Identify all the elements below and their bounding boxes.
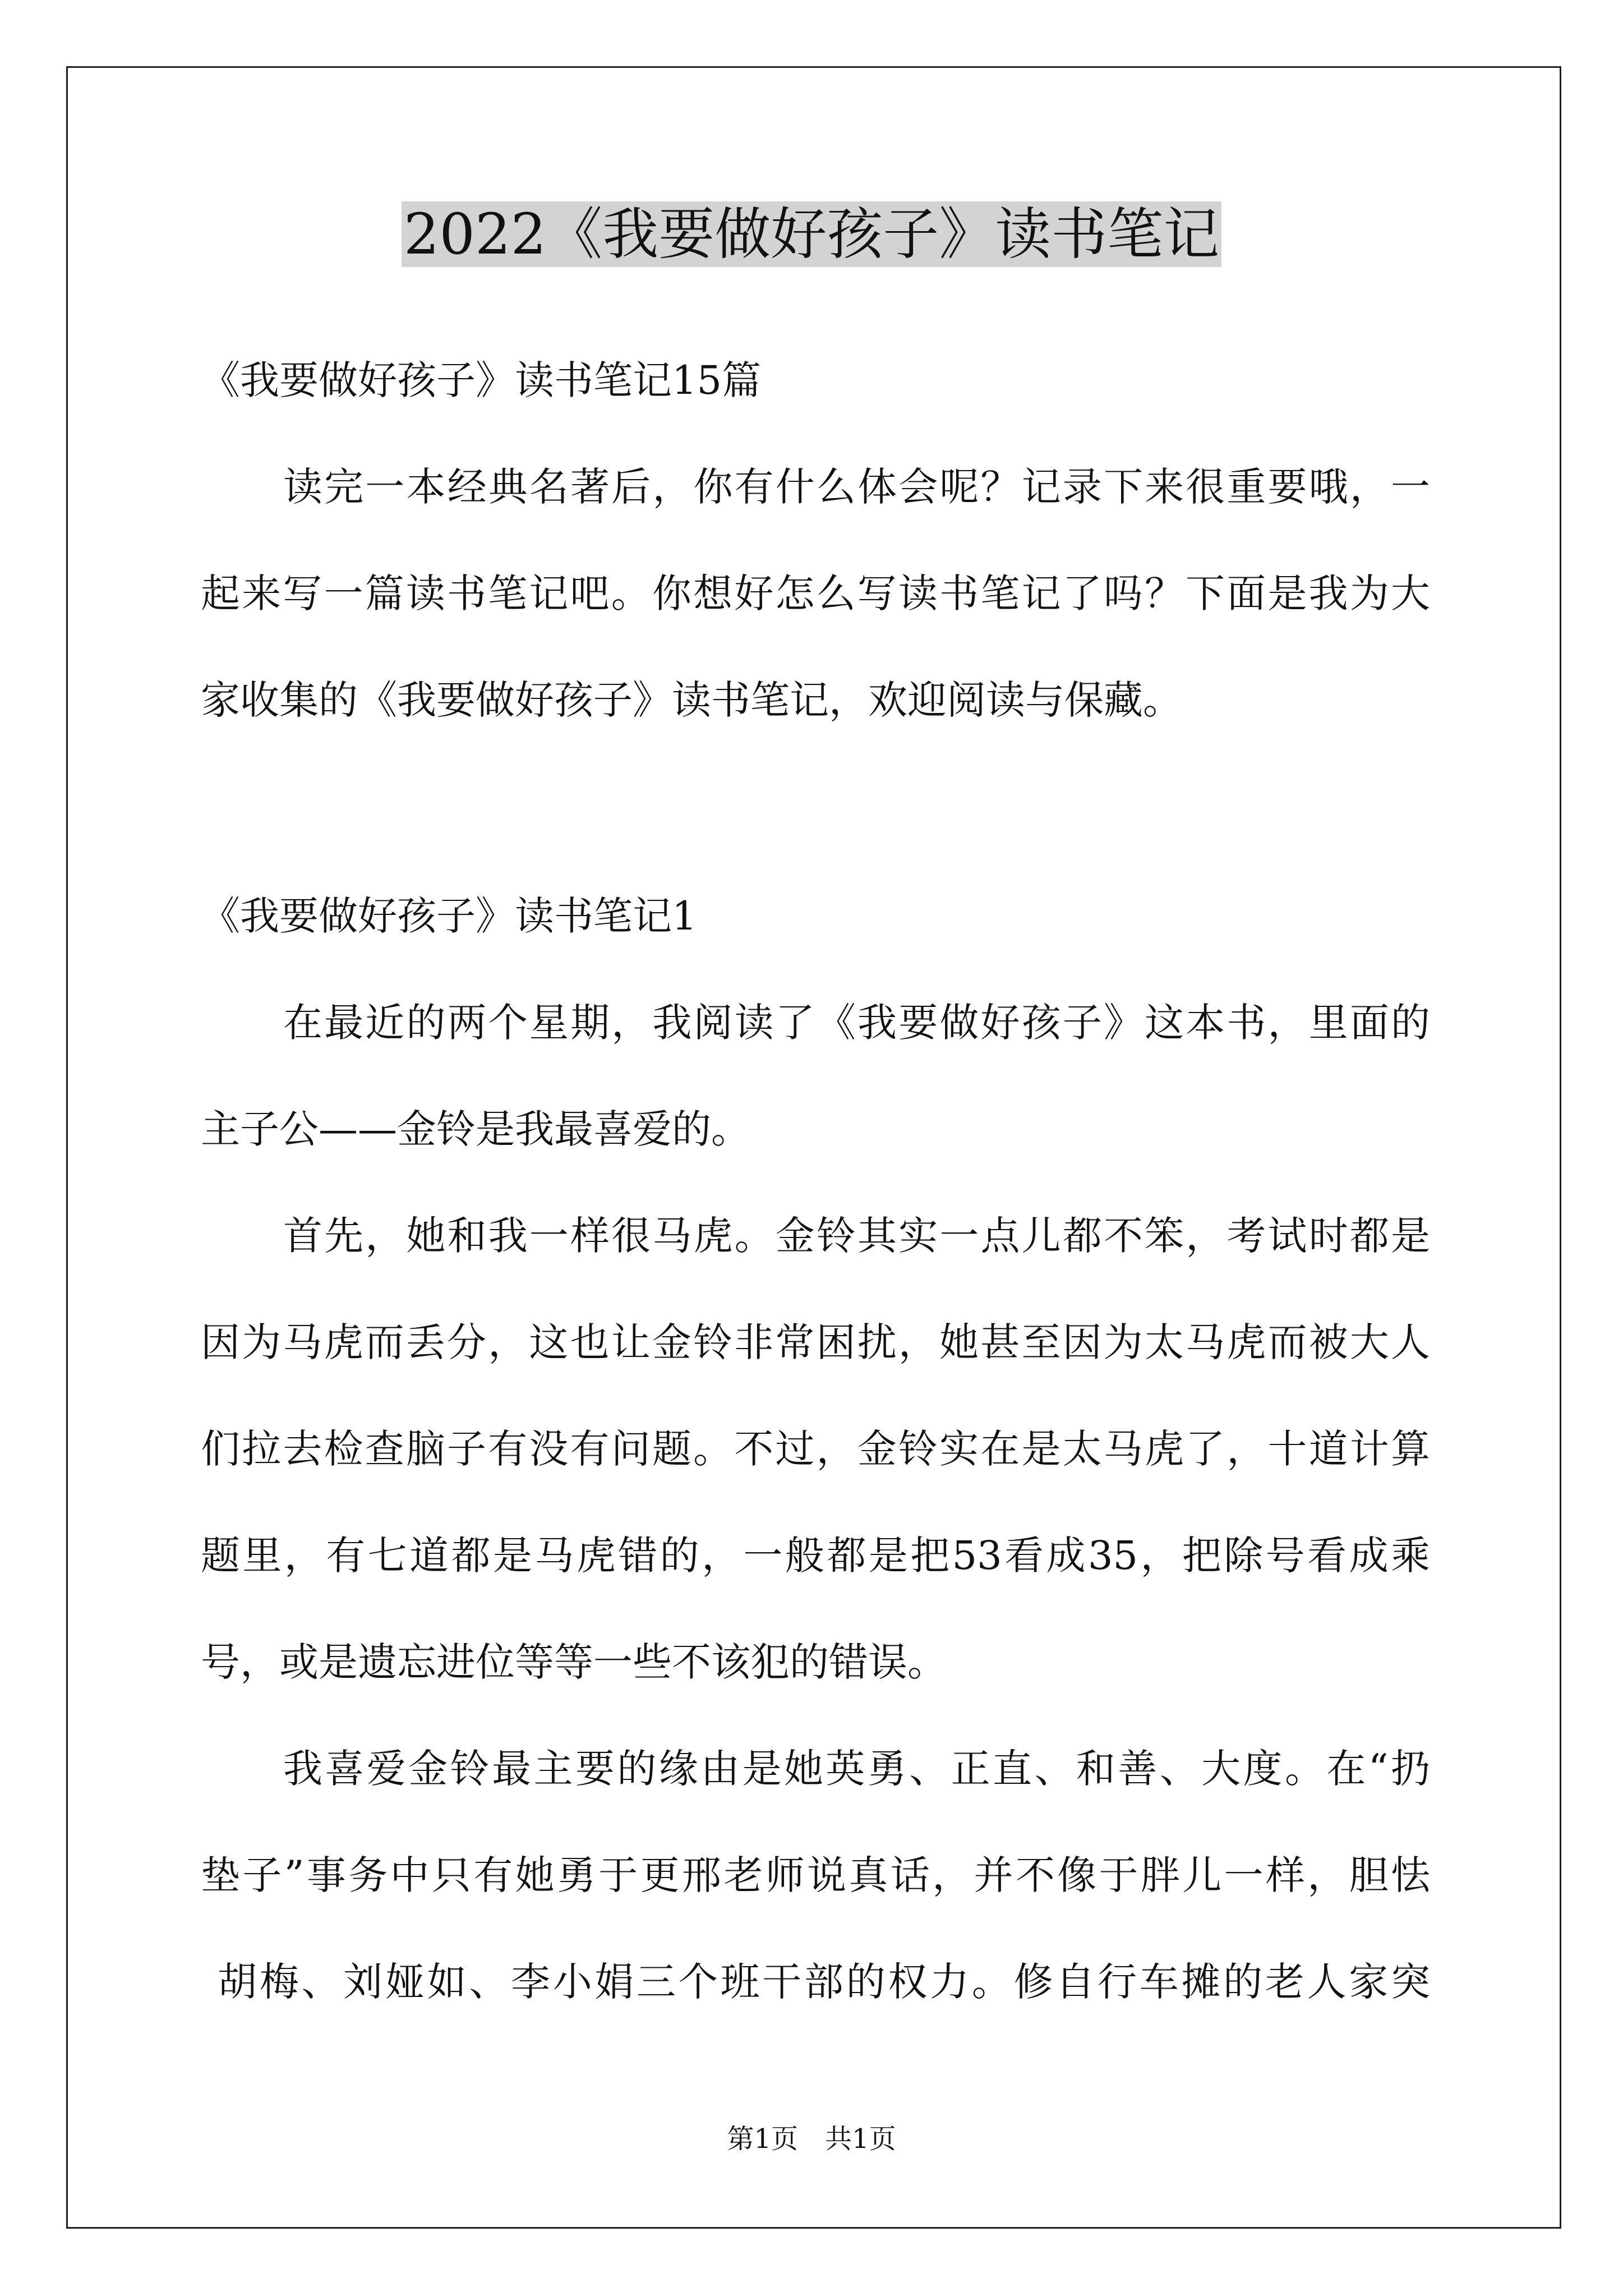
document-title xyxy=(0,195,1623,274)
intro-line-2: 起来写一篇读书笔记吧。你想好怎么写读书笔记了吗？下面是我为大 xyxy=(201,570,1430,616)
para2-line-3: 们拉去检查脑子有没有问题。不过，金铃实在是太马虎了，十道计算 xyxy=(201,1426,1430,1472)
para2-line-1: 首先，她和我一样很马虎。金铃其实一点儿都不笨，考试时都是 xyxy=(283,1213,1430,1259)
section-heading-1: 《我要做好孩子》读书笔记1 xyxy=(201,893,697,939)
intro-line-1: 读完一本经典名著后，你有什么体会呢？记录下来很重要哦，一 xyxy=(283,464,1430,510)
para2-line-2: 因为马虎而丢分，这也让金铃非常困扰，她甚至因为太马虎而被大人 xyxy=(201,1319,1430,1365)
para3-line-1: 我喜爱金铃最主要的缘由是她英勇、正直、和善、大度。在“扔 xyxy=(283,1746,1430,1792)
para3-line-3: 胡梅、刘娅如、李小娟三个班干部的权力。修自行车摊的老人家突 xyxy=(218,1959,1430,2005)
para2-line-5: 号，或是遗忘进位等等一些不该犯的错误。 xyxy=(201,1639,947,1685)
document-title-text: 2022《我要做好孩子》读书笔记 xyxy=(402,201,1222,267)
intro-line-3: 家收集的《我要做好孩子》读书笔记，欢迎阅读与保藏。 xyxy=(201,677,1182,723)
para1-line-1: 在最近的两个星期，我阅读了《我要做好孩子》这本书，里面的 xyxy=(283,1000,1430,1046)
page-footer: 第1页 共1页 xyxy=(727,2123,896,2155)
para3-line-2: 垫子”事务中只有她勇于更邢老师说真话，并不像于胖儿一样，胆怯 xyxy=(201,1852,1430,1898)
para1-line-2: 主子公——金铃是我最喜爱的。 xyxy=(201,1106,750,1152)
para2-line-4: 题里，有七道都是马虎错的，一般都是把53看成35，把除号看成乘 xyxy=(201,1533,1430,1579)
document-subtitle: 《我要做好孩子》读书笔记15篇 xyxy=(201,357,762,403)
